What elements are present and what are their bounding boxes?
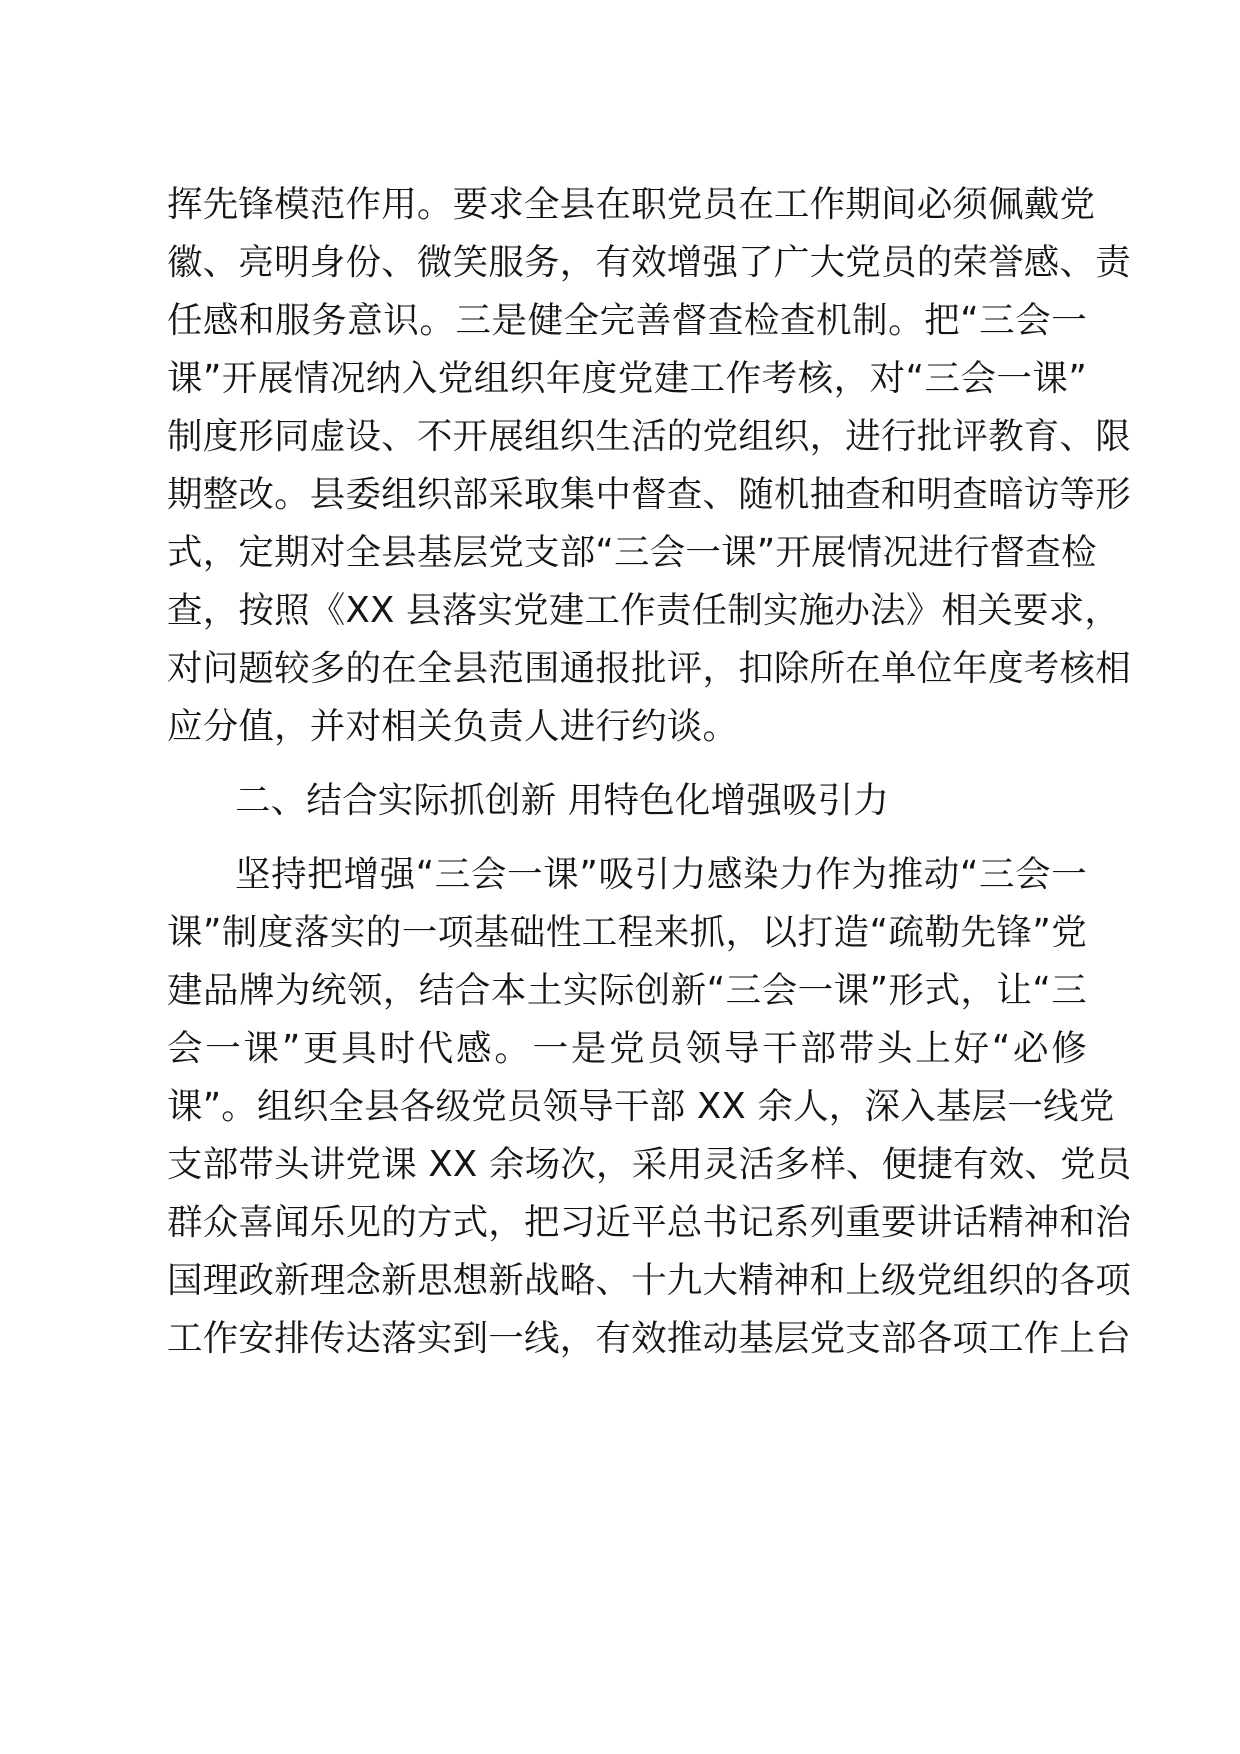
paragraph-line: 会一课”更具时代感。一是党员领导干部带头上好“必修: [167, 1028, 1087, 1069]
paragraph-line: 式，定期对全县基层党支部“三会一课”开展情况进行督查检: [167, 532, 1097, 573]
paragraph-line: 工作安排传达落实到一线，有效推动基层党支部各项工作上台: [167, 1318, 1131, 1359]
paragraph-line: 任感和服务意识。三是健全完善督查检查机制。把“三会一: [167, 300, 1087, 341]
paragraph-line: 对问题较多的在全县范围通报批评，扣除所在单位年度考核相: [167, 648, 1131, 689]
paragraph-line: 挥先锋模范作用。要求全县在职党员在工作期间必须佩戴党: [167, 184, 1096, 225]
paragraph-line: 应分值，并对相关负责人进行约谈。: [167, 706, 739, 747]
paragraph-line: 徽、亮明身份、微笑服务，有效增强了广大党员的荣誉感、责: [167, 242, 1131, 283]
paragraph-line: 课”制度落实的一项基础性工程来抓，以打造“疏勒先锋”党: [167, 912, 1087, 953]
paragraph-line: 期整改。县委组织部采取集中督查、随机抽查和明查暗访等形: [167, 474, 1131, 515]
paragraph-line: 支部带头讲党课 XX 余场次，采用灵活多样、便捷有效、党员: [167, 1144, 1132, 1185]
paragraph-line: 查，按照《XX 县落实党建工作责任制实施办法》相关要求，: [167, 590, 1121, 631]
paragraph-line: 坚持把增强“三会一课”吸引力感染力作为推动“三会一: [235, 854, 1087, 895]
paragraph-line: 群众喜闻乐见的方式，把习近平总书记系列重要讲话精神和治: [167, 1202, 1131, 1243]
paragraph-line: 课”。组织全县各级党员领导干部 XX 余人，深入基层一线党: [167, 1086, 1115, 1127]
paragraph-line: 国理政新理念新思想新战略、十九大精神和上级党组织的各项: [167, 1260, 1131, 1301]
paragraph-line: 课”开展情况纳入党组织年度党建工作考核，对“三会一课”: [167, 358, 1087, 399]
paragraph-line: 制度形同虚设、不开展组织生活的党组织，进行批评教育、限: [167, 416, 1131, 457]
paragraph-line: 建品牌为统领，结合本土实际创新“三会一课”形式，让“三: [167, 970, 1087, 1011]
section-heading: 二、结合实际抓创新 用特色化增强吸引力: [235, 780, 890, 821]
